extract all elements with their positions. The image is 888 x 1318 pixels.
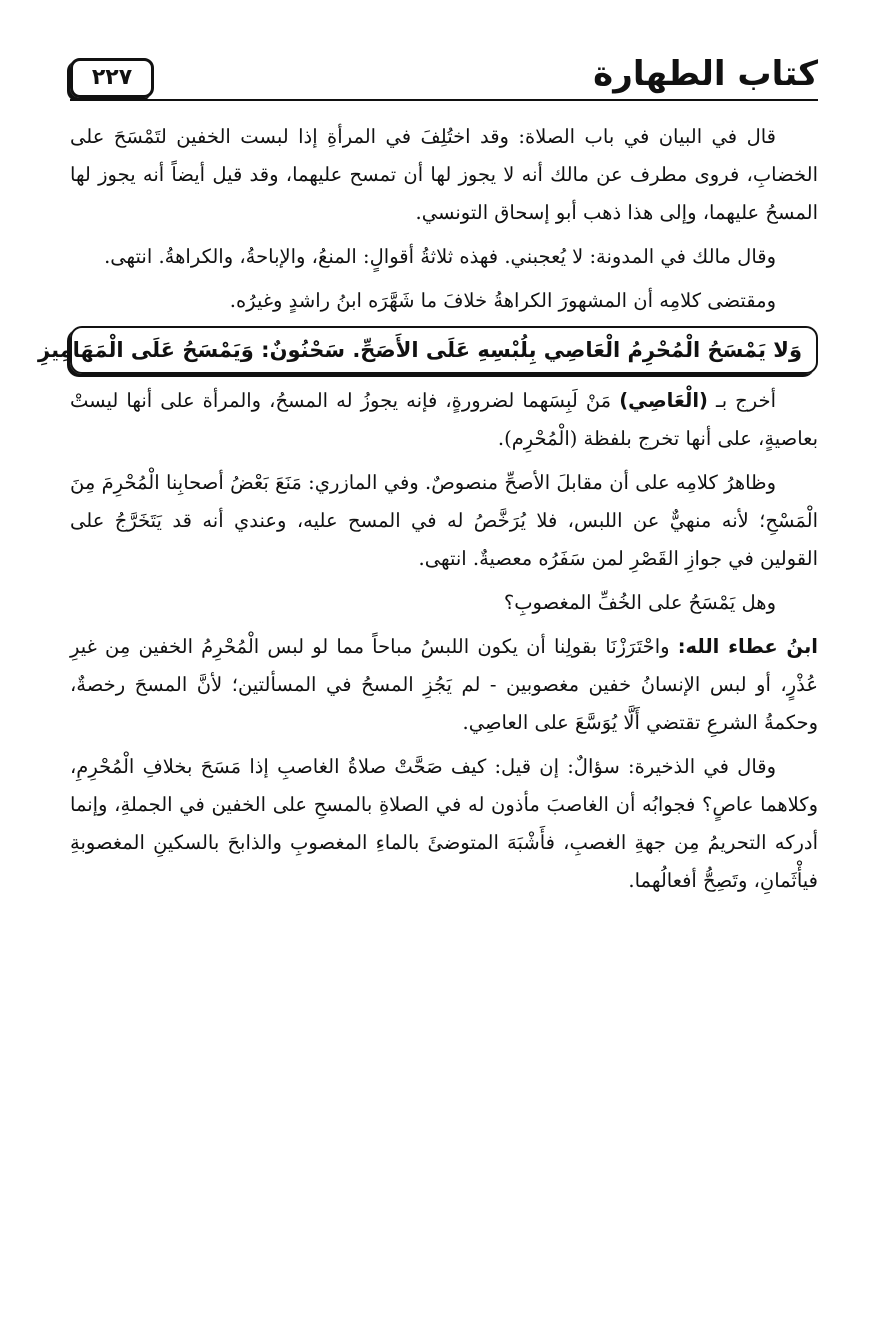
paragraph-al-asi [70,382,818,458]
page-header [70,52,818,102]
paragraph-mudawwana: وقال مالك في المدونة: لا يُعجبني. فهذه ثلاثةُ أقوالٍ: المنعُ، والإباحةُ، والكراهةُ. انتهى. [104,245,776,268]
text-prefix: أخرج بـ [707,389,776,412]
author-name-ibn-ataillah: ابنُ عطاء الله: [677,635,818,658]
page-number: ٢٢٧ [70,58,154,98]
paragraph-mazari: وظاهرُ كلامِه على أن مقابلَ الأصحِّ منصوصٌ. وفي المازري: مَنَعَ بَعْضُ أصحابِنا الْمُحْرِمَ مِنَ الْمَسْحِ؛ لأنه منهيٌّ عن اللبس، فلا يُرَخَّصُ له في المسح عليه، وعندي أنه قد يَتَخَرَّجُ على القولين في جوازِ القَصْرِ لمن سَفَرُه معصيةٌ. انتهى. [70,471,818,570]
text-rest: واحْتَرَزْنَا بقولِنا أن يكون اللبسُ مباحاً مما لو لبس الْمُحْرِمُ الخفين مِن غيرِ عُذْرٍ، أو لبس الإنسانُ خفين مغصوبين - لم يَجُزِ المسحُ في المسألتين؛ لأنَّ المسحَ رخصةٌ، وحكمةُ الشرعِ تقتضي أَلَّا يُوَسَّعَ على العاصِي. [70,635,818,734]
bold-term-al-asi: (الْعَاصِي) [619,389,708,412]
page-content [38,118,818,906]
paragraph-muqtada: ومقتضى كلامِه أن المشهورَ الكراهةُ خلافَ ما شَهَّرَه ابنُ راشدٍ وغيرُه. [229,289,776,312]
paragraph-question: وهل يَمْسَحُ على الخُفِّ المغصوبِ؟ [503,591,776,614]
paragraph-ibn-ataillah [70,628,818,742]
book-title: كتاب الطهارة [593,54,818,94]
matn-box: وَلا يَمْسَحُ الْمُحْرِمُ الْعَاصِي بِلُبْسِهِ عَلَى الأَصَحِّ. سَحْنُونٌ: وَيَمْسَحُ عَلَى الْمَهَامِيزِ [70,326,818,374]
text-rest: مَنْ لَبِسَهما لضرورةٍ، فإنه يجوزُ له المسحُ، والمرأة على أنها ليستْ بعاصيةٍ، على أنها تخرج بلفظة (الْمُحْرِم). [70,389,818,450]
header-rule [70,99,818,101]
paragraph-bayan: قال في البيان في باب الصلاة: وقد اختُلِفَ في المرأةِ إذا لبست الخفين لتَمْسَحَ على الخضابِ، فروى مطرف عن مالك أنه لا يجوز لها أن تمسح عليهما، وقد قيل أيضاً أنه يجوز لها المسحُ عليهما، وإلى هذا ذهب أبو إسحاق التونسي. [70,125,818,224]
paragraph-dhakhira: وقال في الذخيرة: سؤالٌ: إن قيل: كيف صَحَّتْ صلاةُ الغاصبِ إذا مَسَحَ بخلافِ الْمُحْرِمِ، وكلاهما عاصٍ؟ فجوابُه أن الغاصبَ مأذون له في الصلاةِ بالمسحِ على الخفين في الجملةِ، وإنما أدركه التحريمُ مِن جهةِ الغصبِ، فأَشْبَهَ المتوضئَ بالماءِ المغصوبِ والذابحَ بالسكينِ المغصوبةِ فيأْثَمانِ، وتَصِحُّ أفعالُهما. [70,755,818,892]
